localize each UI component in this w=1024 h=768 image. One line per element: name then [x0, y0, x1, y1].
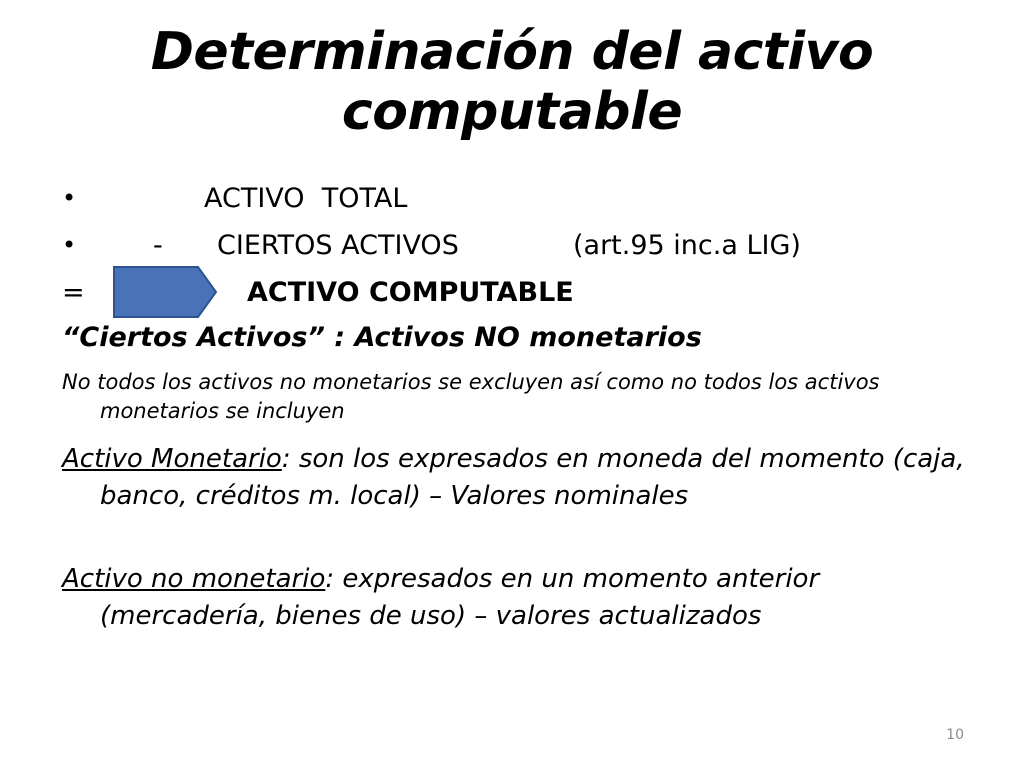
activo-no-monetario-description: : expresados en un momento anterior (mercadería, bienes de uso) – valores actualizados	[100, 564, 820, 631]
activo-monetario-description: : son los expresados en moneda del momento (caja, banco, créditos m. local) – Valores nominales	[100, 444, 965, 511]
activo-monetario-paragraph	[62, 441, 972, 515]
activo-no-monetario-paragraph	[62, 561, 972, 635]
minus-sign: -	[153, 230, 163, 261]
activo-no-monetario-term: Activo no monetario	[62, 564, 326, 594]
page-number: 10	[946, 727, 964, 743]
right-arrow-icon	[110, 263, 220, 321]
activo-total-text: ACTIVO TOTAL	[204, 183, 408, 214]
ciertos-activos-text: CIERTOS ACTIVOS	[217, 230, 459, 261]
exclusion-note: No todos los activos no monetarios se excluyen así como no todos los activos monetarios se incluyen	[62, 370, 880, 423]
slide-title: Determinación del activo computable	[150, 22, 874, 142]
ciertos-activos-definition: “Ciertos Activos” : Activos NO monetarios	[62, 322, 702, 353]
article-reference: (art.95 inc.a LIG)	[573, 230, 801, 261]
bullet-icon: •	[62, 184, 77, 212]
activo-monetario-term: Activo Monetario	[62, 444, 282, 474]
activo-computable-text: ACTIVO COMPUTABLE	[247, 277, 574, 308]
equals-sign: =	[62, 277, 85, 308]
bullet-icon: •	[62, 231, 77, 259]
